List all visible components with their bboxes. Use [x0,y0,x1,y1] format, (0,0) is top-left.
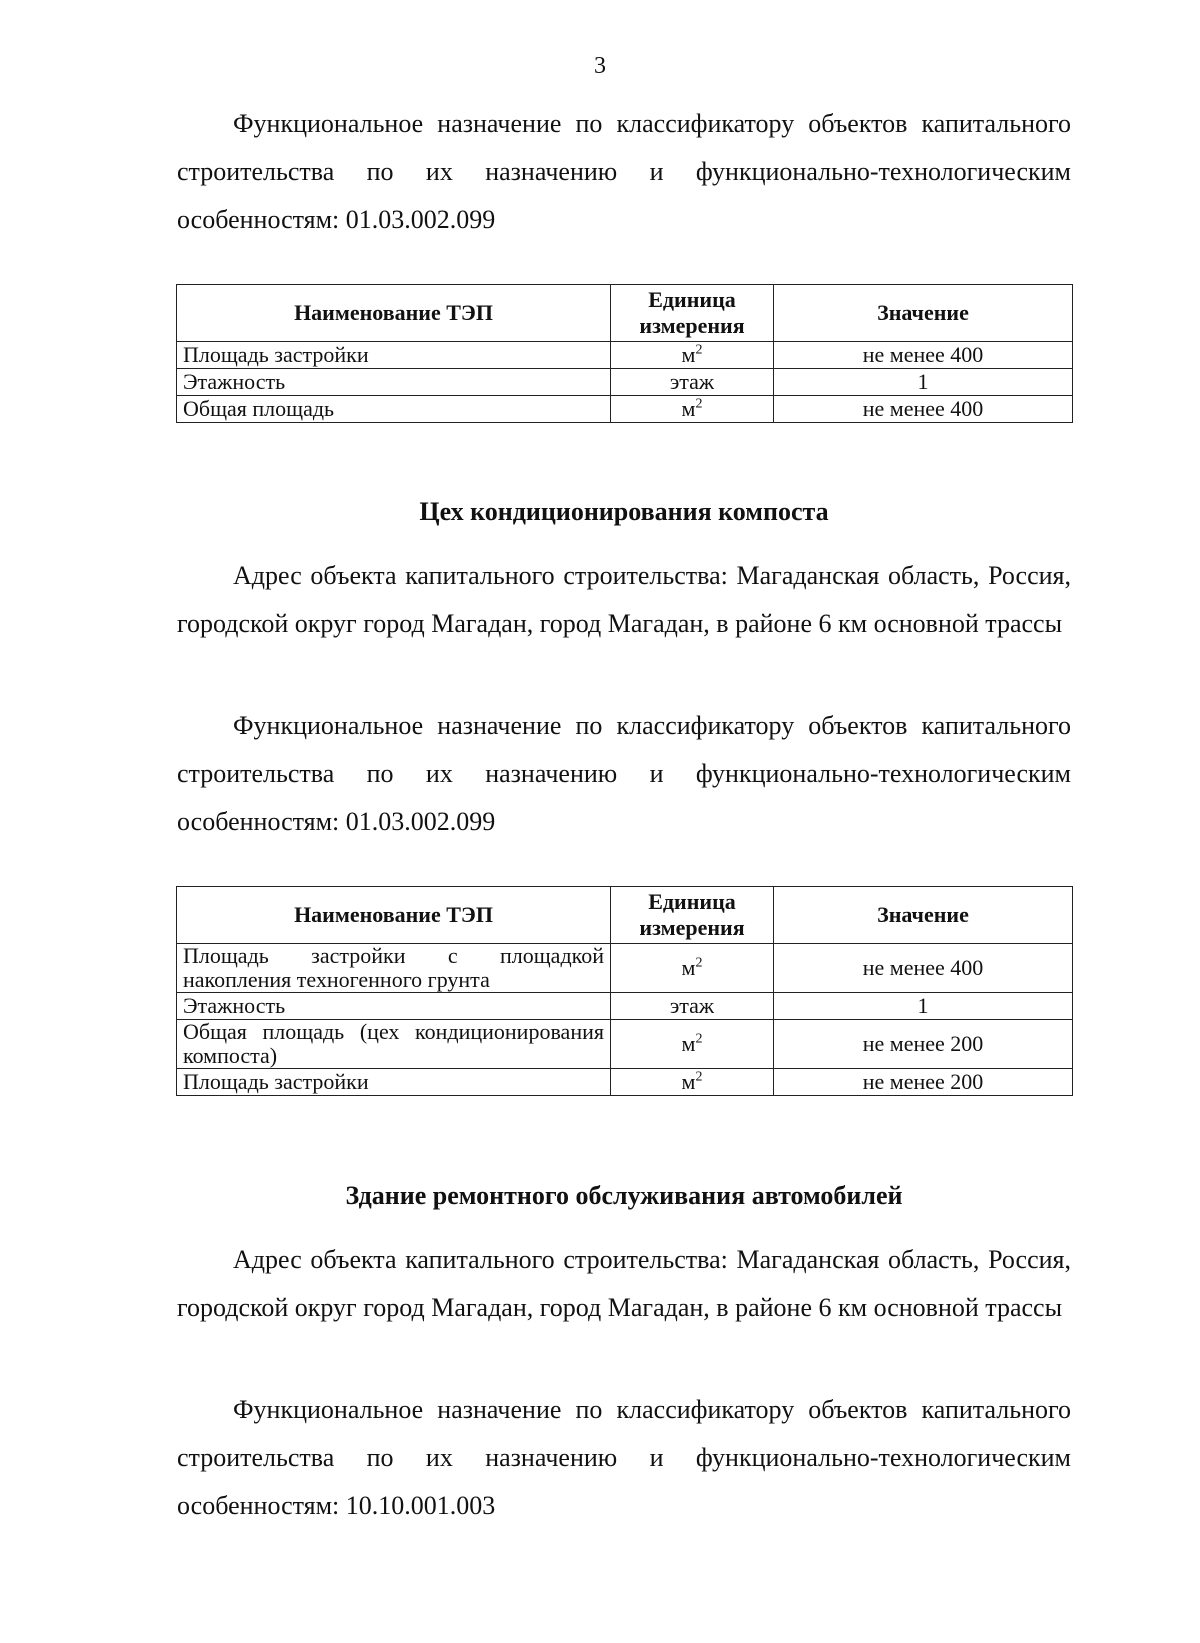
paragraph-address-1: Адрес объекта капитального строительства: Магаданская область, Россия, городской округ город Магадан, город Магадан, в районе 6 км основной трассы [177,561,1071,638]
table-header-row [177,887,1073,944]
cell-unit [611,1020,774,1069]
table-row [177,369,1073,396]
cell-value: не менее 200 [774,1020,1073,1069]
unit-text: м [681,1031,696,1056]
header-name: Наименование ТЭП [177,285,611,342]
header-value: Значение [774,887,1073,944]
cell-value: не менее 400 [774,342,1073,369]
cell-value: не менее 400 [774,944,1073,993]
cell-unit [611,396,774,423]
table-row [177,1020,1073,1069]
unit-text: этаж [669,993,715,1018]
header-unit: Единица измерения [611,285,774,342]
table-header-row [177,285,1073,342]
cell-unit [611,369,774,396]
cell-value: 1 [774,993,1073,1020]
paragraph-functional-purpose-1: Функциональное назначение по классификатору объектов капитального строительства по их назначению и функционально-технологическим особенностям: 01.03.002.099 [177,109,1071,234]
paragraph-address-2: Адрес объекта капитального строительства: Магаданская область, Россия, городской округ город Магадан, город Магадан, в районе 6 км основной трассы [177,1245,1071,1322]
table-row [177,1069,1073,1096]
unit-text: этаж [669,369,715,394]
table-row [177,342,1073,369]
table-row [177,396,1073,423]
cell-name: Этажность [177,369,611,396]
cell-name: Площадь застройки [177,1069,611,1096]
unit-exponent: 2 [695,1069,703,1085]
unit-exponent: 2 [695,342,703,358]
cell-name: Общая площадь (цех кондиционирования компоста) [177,1020,611,1069]
tep-table-2 [176,886,1073,1096]
cell-unit [611,944,774,993]
cell-value: 1 [774,369,1073,396]
unit-exponent: 2 [695,396,703,412]
paragraph-functional-purpose-3: Функциональное назначение по классификатору объектов капитального строительства по их назначению и функционально-технологическим особенностям: 10.10.001.003 [177,1395,1071,1520]
cell-unit [611,342,774,369]
header-value: Значение [774,285,1073,342]
cell-name: Площадь застройки с площадкой накопления техногенного грунта [177,944,611,993]
table-row [177,993,1073,1020]
cell-name: Общая площадь [177,396,611,423]
header-unit: Единица измерения [611,887,774,944]
section-heading-compost: Цех кондиционирования компоста [419,497,829,526]
unit-exponent: 2 [695,1031,703,1047]
cell-name: Этажность [177,993,611,1020]
unit-exponent: 2 [695,955,703,971]
unit-text: м [681,1069,696,1094]
cell-value: не менее 400 [774,396,1073,423]
cell-value: не менее 200 [774,1069,1073,1096]
unit-text: м [681,396,696,421]
tep-table-1 [176,284,1073,423]
cell-unit [611,1069,774,1096]
section-heading-car-repair: Здание ремонтного обслуживания автомобилей [345,1181,903,1210]
paragraph-functional-purpose-2: Функциональное назначение по классификатору объектов капитального строительства по их назначению и функционально-технологическим особенностям: 01.03.002.099 [177,711,1071,836]
page-number: 3 [594,53,606,79]
cell-unit [611,993,774,1020]
table-row [177,944,1073,993]
header-name: Наименование ТЭП [177,887,611,944]
unit-text: м [681,342,696,367]
unit-text: м [681,955,696,980]
cell-name: Площадь застройки [177,342,611,369]
